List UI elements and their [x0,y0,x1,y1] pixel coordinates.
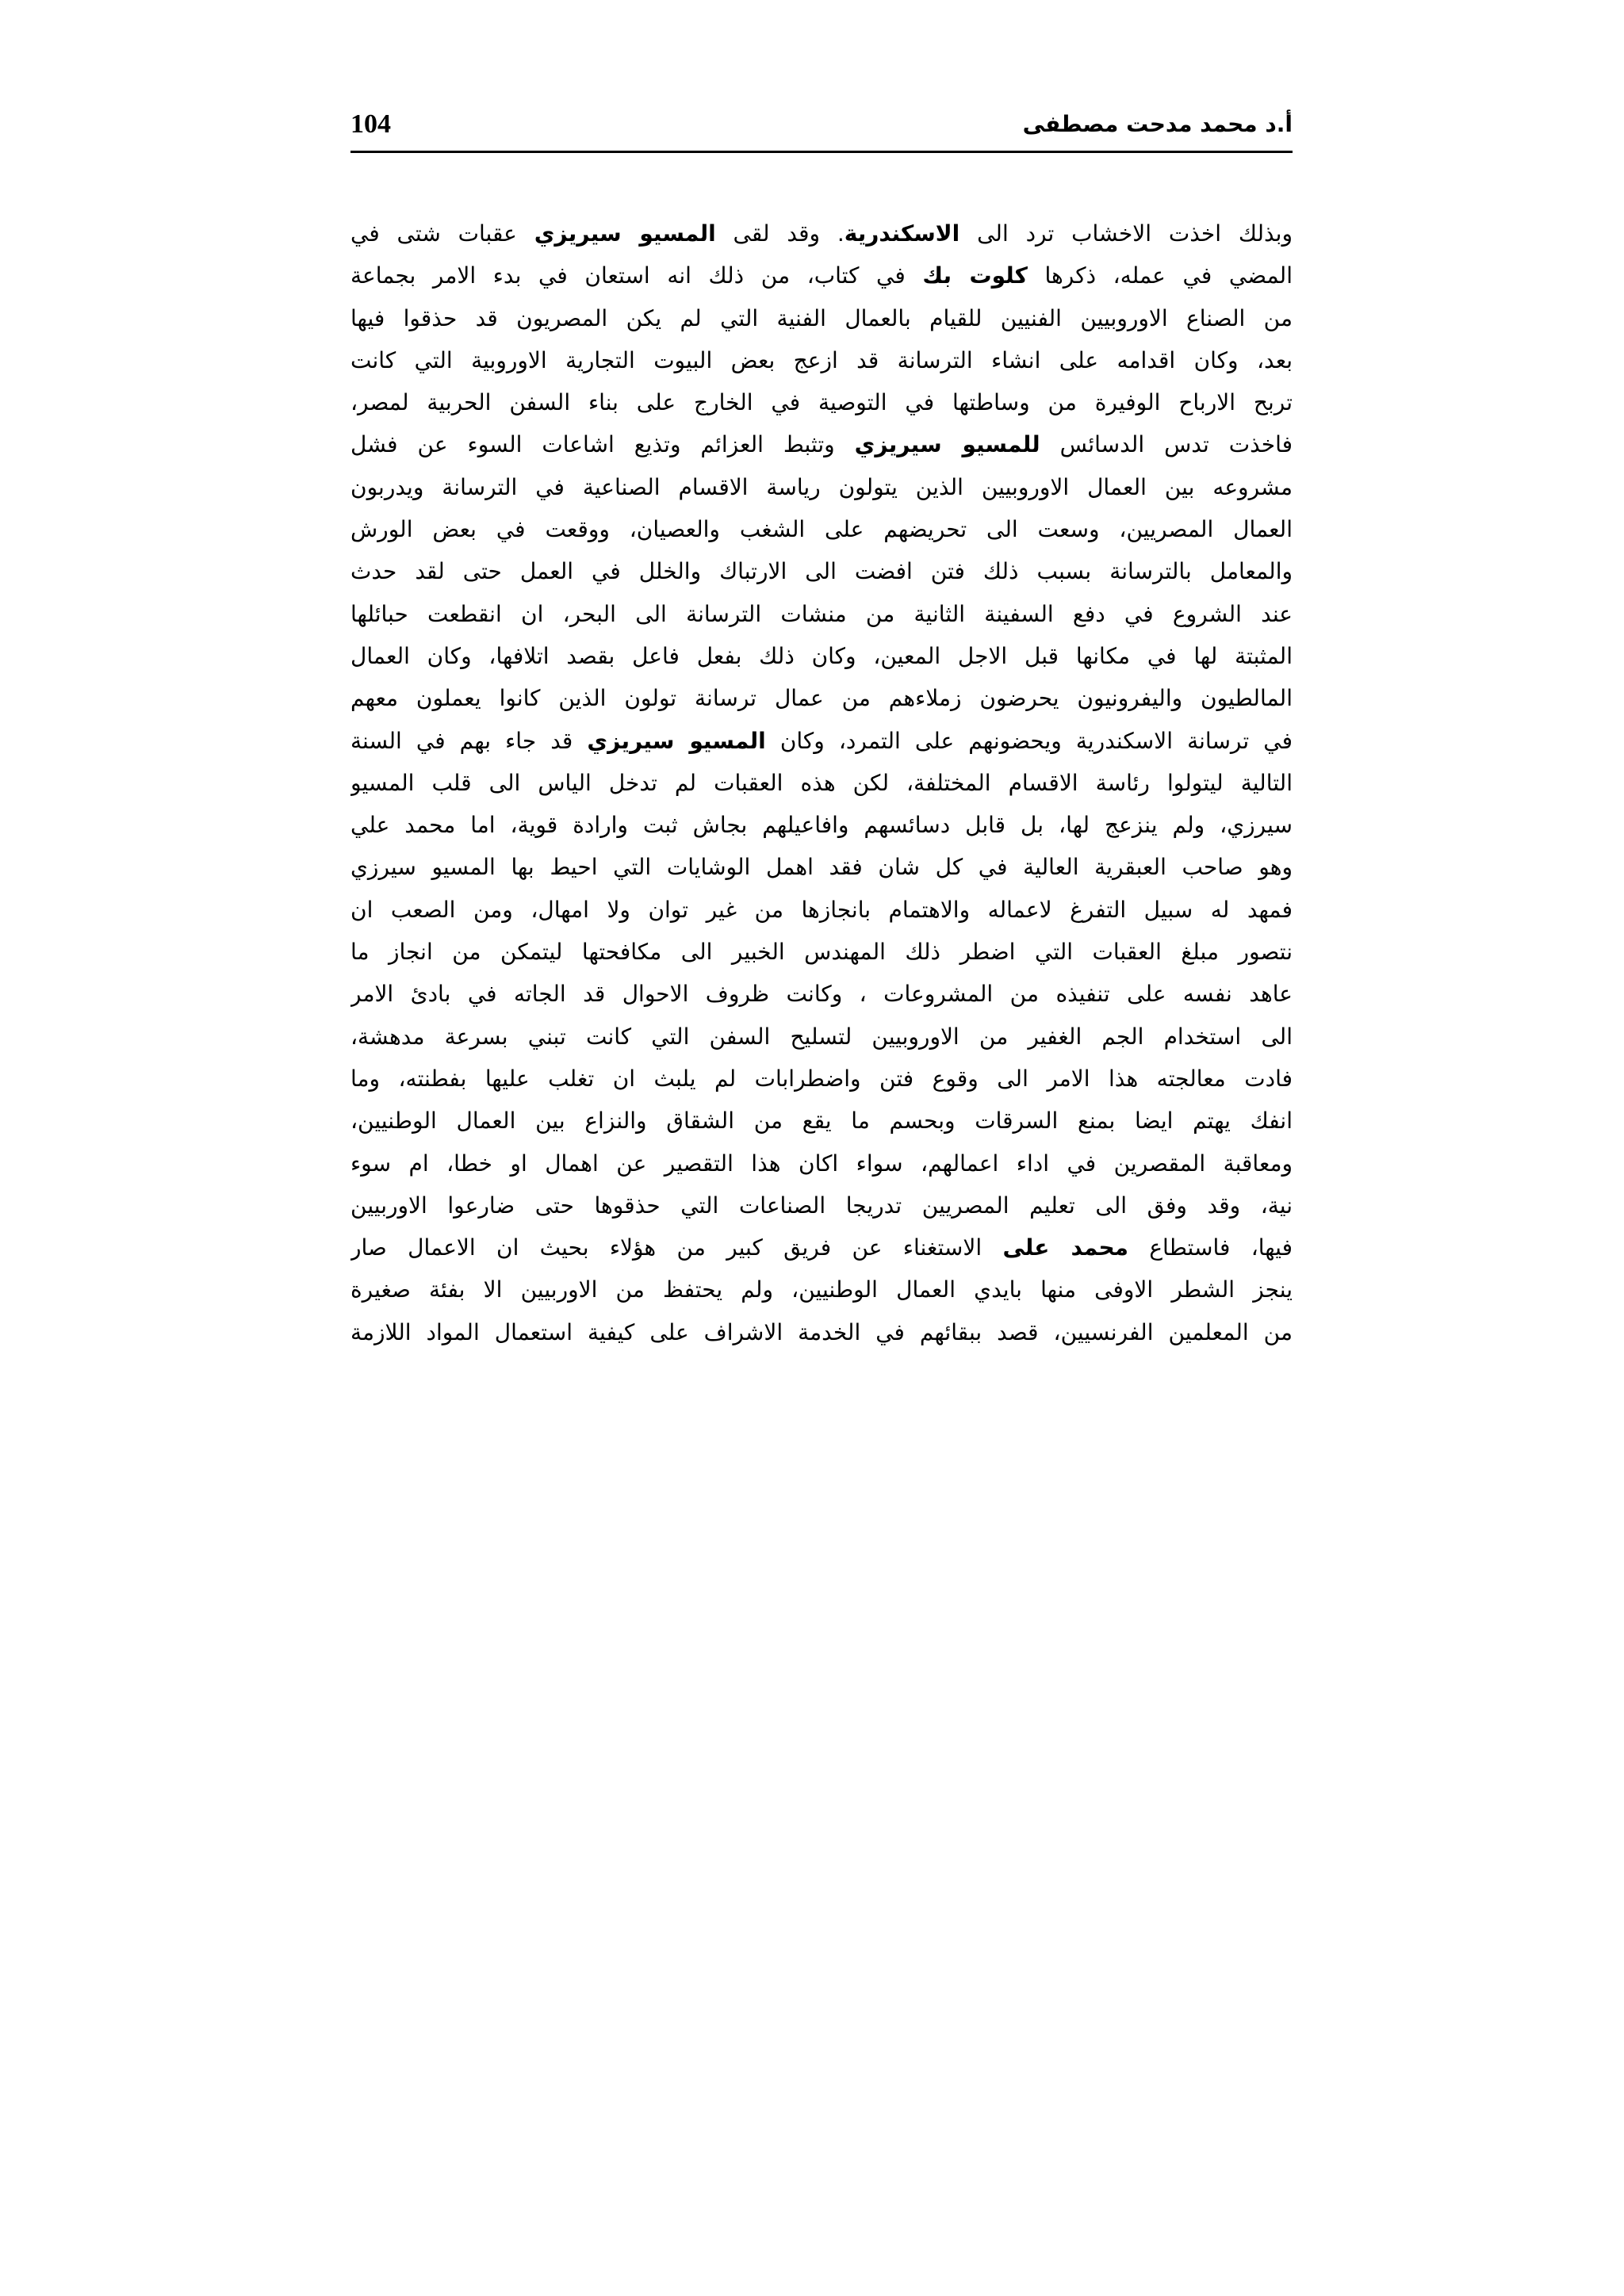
text-line [350,677,1293,719]
text-line [350,1269,1293,1311]
header-divider [350,151,1293,153]
text-line [350,381,1293,423]
text-run: ينجز الشطر الاوفى منها بايدي العمال الوطنيين، ولم يحتفظ من الاوربيين الا بفئة صغيرة [350,1276,1293,1303]
text-run: بعد، وكان اقدامه على انشاء الترسانة قد ازعج بعض البيوت التجارية الاوروبية التي كانت [350,346,1293,373]
text-line [350,720,1293,762]
text-line [350,1184,1293,1226]
text-run: نية، وقد وفق الى تعليم المصريين تدريجا الصناعات التي حذقوها حتى ضارعوا الاوربيين [350,1192,1293,1219]
text-run: سيرزي، ولم ينزعج لها، بل قابل دسائسهم وافاعيلهم بجاش ثبت وارادة قوية، اما محمد علي [350,812,1293,839]
text-run: وبذلك اخذت الاخشاب ترد الى [959,220,1293,247]
text-run: العمال المصريين، وسعت الى تحريضهم على الشغب والعصيان، ووقعت في بعض الورش [350,516,1293,543]
text-line [350,423,1293,465]
emphasized-text: للمسيو سيريزي [854,431,1040,458]
text-run: من الصناع الاوروبيين الفنيين للقيام بالعمال الفنية التي لم يكن المصريون قد حذقوا فيها [350,304,1293,331]
emphasized-text: محمد على [1002,1234,1128,1261]
text-run: عند الشروع في دفع السفينة الثانية من منشات الترسانة الى البحر، ان انقطعت حبائلها [350,600,1293,627]
text-run: انفك يهتم ايضا بمنع السرقات وبحسم ما يقع من الشقاق والنزاع بين العمال الوطنيين، [350,1108,1293,1135]
text-line [350,804,1293,846]
text-run: الى استخدام الجم الغفير من الاوروبيين لتسليح السفن التي كانت تبني بسرعة مدهشة، [350,1023,1293,1050]
text-run: في كتاب، من ذلك انه استعان في بدء الامر بجماعة [350,262,923,289]
text-run: فمهد له سبيل التفرغ لاعماله والاهتمام بانجازها من غير توان ولا امهال، ومن الصعب ان [350,896,1293,923]
text-line [350,1142,1293,1184]
text-run: المثبتة لها في مكانها قبل الاجل المعين، وكان ذلك بفعل فاعل بقصد اتلافها، وكان العمال [350,642,1293,669]
text-run: تربح الارباح الوفيرة من وساطتها في التوصية في الخارج على بناء السفن الحربية لمصر، [350,389,1293,416]
text-run: الاستغناء عن فريق كبير من هؤلاء بحيث ان الاعمال صار [350,1234,1003,1261]
text-run: فيها، فاستطاع [1128,1234,1293,1261]
body-text [350,212,1293,1353]
text-line [350,762,1293,804]
text-line [350,931,1293,973]
emphasized-text: المسيو سيريزي [534,220,716,247]
text-run: وتثبط العزائم وتذيع اشاعات السوء عن فشل [350,431,855,458]
emphasized-text: كلوت بك [922,262,1028,289]
text-run: نتصور مبلغ العقبات التي اضطر ذلك المهندس الخبير الى مكافحتها ليتمكن من انجاز ما [350,939,1293,966]
text-line [350,508,1293,550]
text-line [350,1058,1293,1100]
text-run: التالية ليتولوا رئاسة الاقسام المختلفة، لكن هذه العقبات لم تدخل الياس الى قلب المسيو [350,769,1293,796]
text-line [350,550,1293,592]
text-run: قد جاء بهم في السنة [350,727,588,754]
text-run: في ترسانة الاسكندرية ويحضونهم على التمرد، وكان [765,727,1293,754]
page-number: 104 [350,109,391,139]
text-line [350,339,1293,381]
text-run: وهو صاحب العبقرية العالية في كل شان فقد اهمل الوشايات التي احيط بها المسيو سيرزي [350,854,1293,881]
text-run: عقبات شتى في [350,220,534,247]
text-line [350,254,1293,297]
text-run: . وقد لقى [715,220,845,247]
text-run: والمعامل بالترسانة بسبب ذلك فتن افضت الى الارتباك والخلل في العمل حتى لقد حدث [350,558,1293,585]
text-run: ومعاقبة المقصرين في اداء اعمالهم، سواء اكان هذا التقصير عن اهمال او خطا، ام سوء [350,1150,1293,1177]
running-head-author: أ.د محمد مدحت مصطفى [1022,111,1293,137]
text-run: فادت معالجته هذا الامر الى وقوع فتن واضطرابات لم يلبث ان تغلب عليها بفطنته، وما [350,1065,1293,1092]
emphasized-text: الاسكندرية [844,220,960,247]
text-run: فاخذت تدس الدسائس [1040,431,1293,458]
text-line [350,1016,1293,1058]
text-line [350,973,1293,1015]
text-run: من المعلمين الفرنسيين، قصد ببقائهم في الخدمة الاشراف على كيفية استعمال المواد اللازمة [350,1318,1293,1345]
text-run: المالطيون واليفرونيون يحرضون زملاءهم من عمال ترسانة تولون الذين كانوا يعملون معهم [350,685,1293,712]
text-line [350,466,1293,508]
text-run: المضي في عمله، ذكرها [1027,262,1293,289]
emphasized-text: المسيو سيريزي [587,727,766,754]
text-line [350,635,1293,677]
page-header [350,105,1293,149]
text-line [350,1100,1293,1142]
text-run: مشروعه بين العمال الاوروبيين الذين يتولون رياسة الاقسام الصناعية في الترسانة ويدربون [350,473,1293,500]
text-line [350,212,1293,254]
text-line [350,1311,1293,1353]
text-line [350,846,1293,888]
text-run: عاهد نفسه على تنفيذه من المشروعات ، وكانت ظروف الاحوال قد الجاته في بادئ الامر [350,981,1293,1008]
text-line [350,297,1293,339]
text-line [350,889,1293,931]
text-line [350,1226,1293,1269]
text-line [350,593,1293,635]
